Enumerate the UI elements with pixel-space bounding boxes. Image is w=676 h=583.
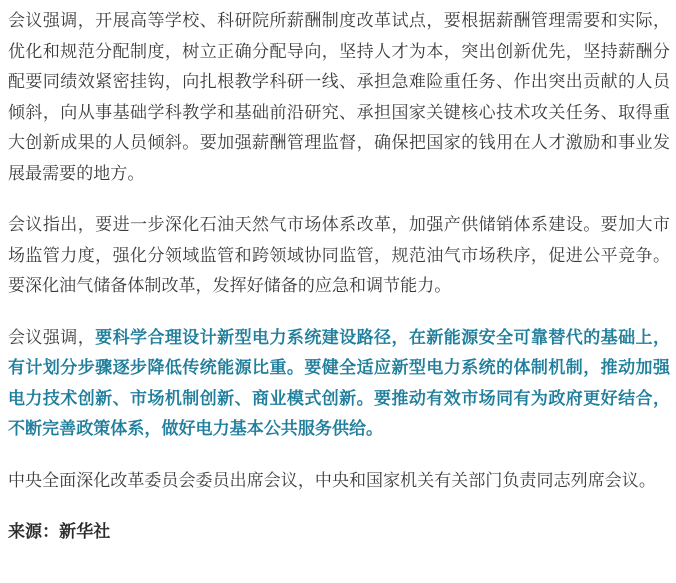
paragraph-lead-text: 会议强调， xyxy=(8,327,96,348)
paragraph-attendance: 中央全面深化改革委员会委员出席会议，中央和国家机关有关部门负责同志列席会议。 xyxy=(8,470,656,491)
paragraph-gap xyxy=(8,302,670,323)
paragraph-salary-reform: 会议强调，开展高等学校、科研院所薪酬制度改革试点，要根据薪酬管理需要和实际，优化和规范分配制度，树立正确分配导向，坚持人才为本，突出创新优先，坚持薪酬分配要同绩效紧密挂钩，向扎根教学科研一线、承担急难险重任务、作出突出贡献的人员倾斜，向从事基础学科教学和基础前沿研究、承担国家关键核心技术攻关任务、取得重大创新成果的人员倾斜。要加强薪酬管理监督，确保把国家的钱用在人才激励和事业发展最需要的地方。 xyxy=(8,11,670,184)
source-credit: 来源：新华社 xyxy=(8,522,111,542)
paragraph-gap xyxy=(8,445,670,466)
paragraph-oil-gas-reform: 会议指出，要进一步深化石油天然气市场体系改革，加强产供储销体系建设。要加大市场监管力度，强化分领域监管和跨领域协同监管，规范油气市场秩序，促进公平竞争。要深化油气储备体制改革，发挥好储备的应急和调节能力。 xyxy=(8,215,670,296)
paragraph-power-system xyxy=(8,323,670,445)
paragraph-gap xyxy=(8,496,670,517)
emphasized-text: 要科学合理设计新型电力系统建设路径，在新能源安全可靠替代的基础上，有计划分步骤逐步降低传统能源比重。要健全适应新型电力系统的体制机制，推动加强电力技术创新、市场机制创新、商业模式创新。要推动有效市场同有为政府更好结合，不断完善政策体系，做好电力基本公共服务供给。 xyxy=(8,327,670,439)
paragraph-gap xyxy=(8,189,670,210)
article-body xyxy=(8,6,670,548)
